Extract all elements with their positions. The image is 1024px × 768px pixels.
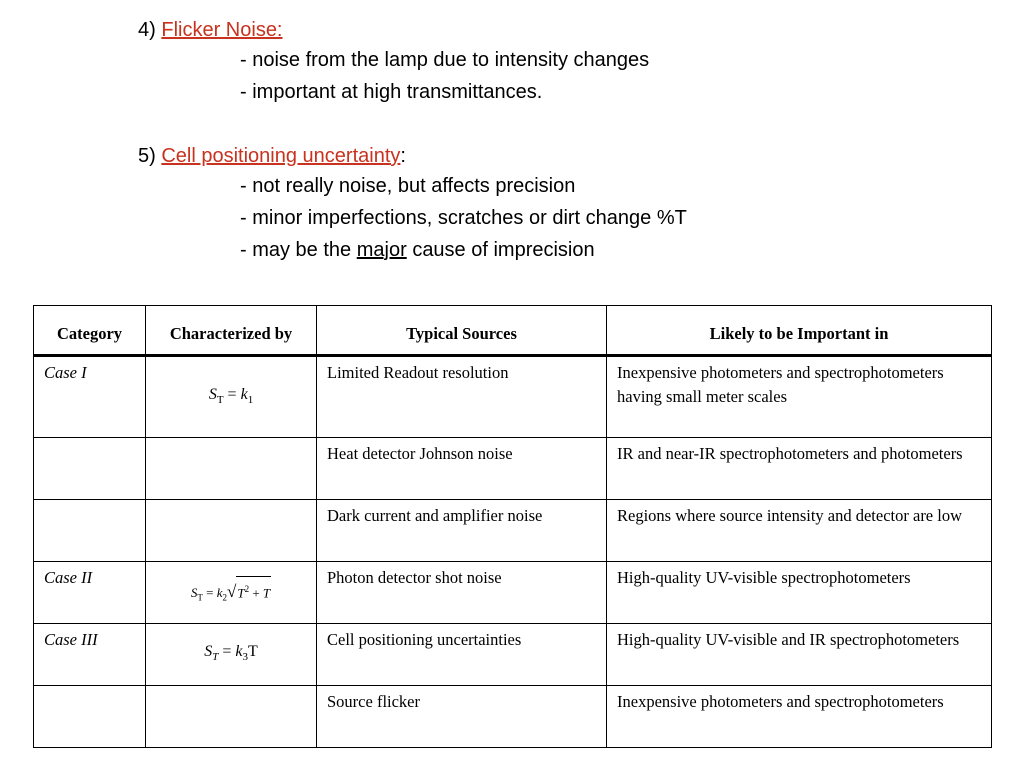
cell-important: IR and near-IR spectrophotometers and photometers: [607, 438, 992, 500]
cell-characterized-by: [146, 356, 317, 438]
table-row: [34, 356, 992, 438]
item-5-title: Cell positioning uncertainty: [161, 145, 401, 167]
cell-important: Inexpensive photometers and spectrophotometers having small meter scales: [607, 356, 992, 438]
formula-case3: $S_T = k_3T$: [204, 643, 258, 664]
header-category: Category: [34, 306, 146, 356]
cell-characterized-by: [146, 500, 317, 562]
noise-sources-table: [33, 305, 992, 748]
formula-case1: $S_T = k_1$: [208, 385, 254, 407]
header-likely-important: Likely to be Important in: [607, 306, 992, 356]
cell-category: [34, 500, 146, 562]
cell-category: [34, 686, 146, 748]
cell-important: Regions where source intensity and detector are low: [607, 500, 992, 562]
cell-characterized-by: [146, 438, 317, 500]
cell-important: High-quality UV-visible and IR spectrophotometers: [607, 624, 992, 686]
header-typical-sources: Typical Sources: [317, 306, 607, 356]
cell-source: Dark current and amplifier noise: [317, 500, 607, 562]
cell-source: Cell positioning uncertainties: [317, 624, 607, 686]
item-5-suffix: :: [400, 145, 406, 167]
item-5-number: 5): [138, 145, 156, 167]
cell-category: Case I: [34, 356, 146, 438]
item-4-title: Flicker Noise:: [161, 19, 283, 41]
item-4-bullet-1: - noise from the lamp due to intensity changes: [240, 49, 650, 71]
table-row: [34, 624, 992, 686]
cell-important: High-quality UV-visible spectrophotometers: [607, 562, 992, 624]
item-5-bullet-3: [240, 238, 595, 262]
item-5-bullet-3-before: - may be the: [240, 239, 352, 261]
item-4-heading: [138, 18, 283, 42]
table-header-row: [34, 306, 992, 356]
cell-source: Heat detector Johnson noise: [317, 438, 607, 500]
item-5-bullet-2: - minor imperfections, scratches or dirt change %T: [240, 207, 687, 229]
table-row: [34, 686, 992, 748]
header-characterized-by: Characterized by: [146, 306, 317, 356]
item-4-number: 4): [138, 19, 156, 41]
cell-source: Source flicker: [317, 686, 607, 748]
cell-source: Photon detector shot noise: [317, 562, 607, 624]
cell-characterized-by: [146, 686, 317, 748]
item-4-bullet-2: - important at high transmittances.: [240, 81, 543, 103]
cell-source: Limited Readout resolution: [317, 356, 607, 438]
table-row: [34, 438, 992, 500]
cell-important: Inexpensive photometers and spectrophotometers: [607, 686, 992, 748]
item-5-bullet-1: - not really noise, but affects precision: [240, 175, 576, 197]
cell-category: Case III: [34, 624, 146, 686]
item-5-bullet-3-after: cause of imprecision: [412, 239, 595, 261]
item-5-heading: [138, 144, 406, 168]
cell-category: [34, 438, 146, 500]
cell-characterized-by: [146, 562, 317, 624]
item-5-bullet-3-emphasis: major: [356, 239, 407, 261]
formula-case2: $S_T = k_2√T^2 + T$: [191, 585, 271, 600]
cell-category: Case II: [34, 562, 146, 624]
cell-characterized-by: [146, 624, 317, 686]
sqrt-icon: √: [226, 581, 237, 601]
table-row: [34, 500, 992, 562]
table-row: [34, 562, 992, 624]
